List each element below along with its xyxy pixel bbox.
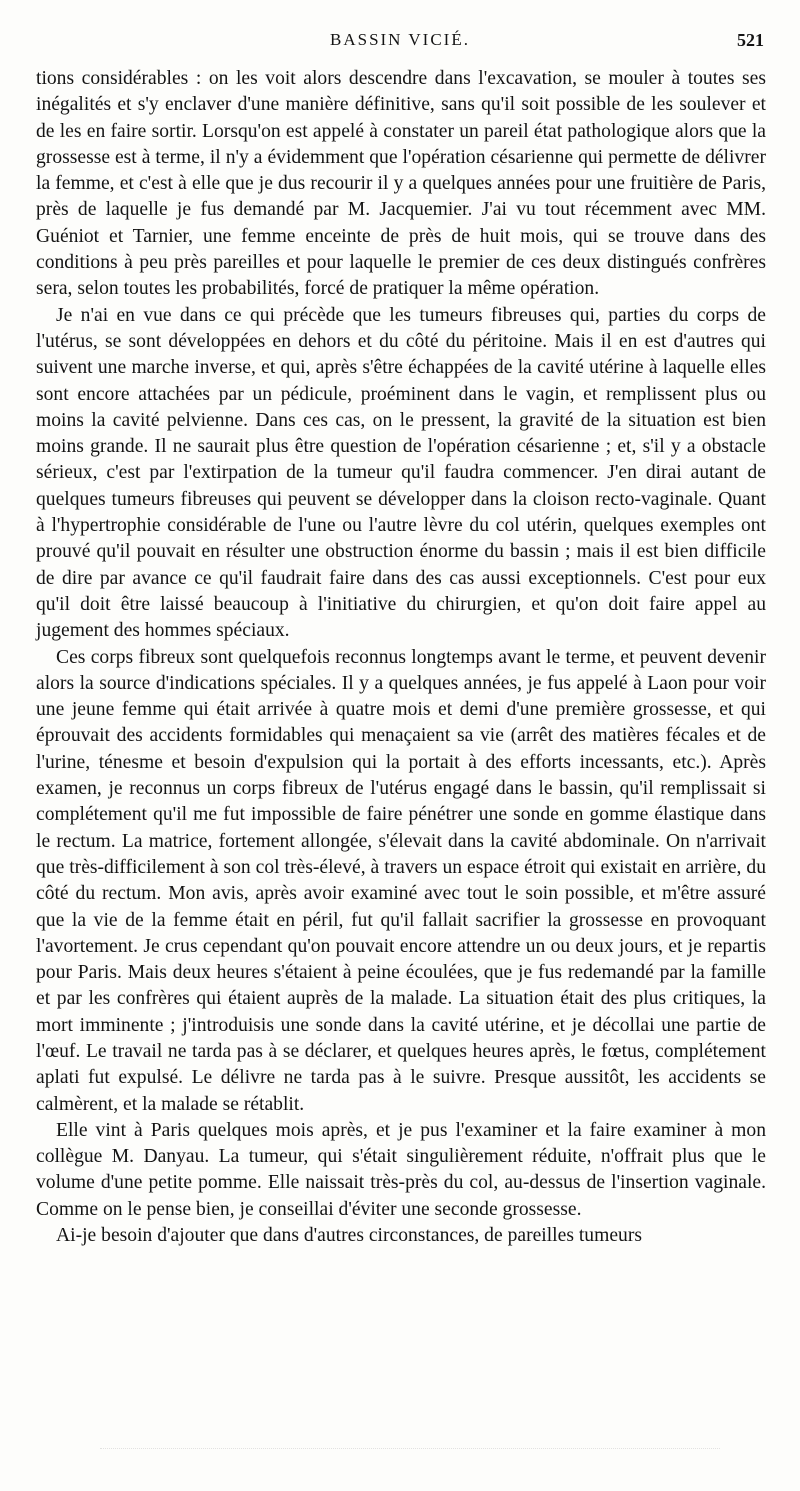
body-text [36, 66, 766, 1249]
page-bottom-specks [100, 1448, 720, 1453]
running-title: BASSIN VICIÉ. [330, 30, 470, 49]
running-head [36, 30, 764, 54]
paragraph-fibrous-tumors: Je n'ai en vue dans ce qui précède que les tumeurs fibreuses qui, parties du corps de l'utérus, se sont développées en dehors et du côté du péritoine. Mais il en est d'autres qui suivent une marche inverse, et qui, après s'être échappées de la cavité utérine à laquelle elles sont encore attachées par un pédicule, proéminent dans le vagin, et remplissent plus ou moins la cavité pelvienne. Dans ces cas, on le pressent, la gravité de la situation est bien moins grande. Il ne saurait plus être question de l'opération césarienne ; et, s'il y a obstacle sérieux, c'est par l'extirpation de la tumeur qu'il faudra commencer. J'en dirai autant de quelques tumeurs fibreuses qui peuvent se développer dans la cloison recto-vaginale. Quant à l'hypertrophie considérable de l'une ou l'autre lèvre du col utérin, quelques exemples ont prouvé qu'il pouvait en résulter une obstruction énorme du bassin ; mais il est bien difficile de dire par avance ce qu'il faudrait faire dans des cas aussi exceptionnels. C'est pour eux qu'il doit être laissé beaucoup à l'initiative du chirurgien, et qu'on doit faire appel au jugement des hommes spéciaux. [36, 304, 766, 642]
page-number: 521 [737, 30, 764, 50]
paragraph-follow-up: Elle vint à Paris quelques mois après, et je pus l'examiner et la faire examiner à mon collègue M. Danyau. La tumeur, qui s'était singulièrement réduite, n'offrait plus que le volume d'une petite pomme. Elle naissait très-près du col, au-dessus de l'insertion vaginale. Comme on le pense bien, je conseillai d'éviter une seconde grossesse. [36, 1119, 766, 1220]
paragraph-final: Ai-je besoin d'ajouter que dans d'autres circonstances, de pareilles tumeurs [56, 1225, 642, 1247]
paragraph-continuation: tions considérables : on les voit alors descendre dans l'excavation, se mouler à toutes ses inégalités et s'y enclaver d'une manière définitive, sans qu'il soit possible de les soulever et de les en faire sortir. Lorsqu'on est appelé à constater un pareil état pathologique alors que la grossesse est à terme, il n'y a évidemment que l'opération césarienne qui permette de délivrer la femme, et c'est à elle que je dus recourir il y a quelques années pour une fruitière de Paris, près de laquelle je fus demandé par M. Jacquemier. J'ai vu tout récemment avec MM. Guéniot et Tarnier, une femme enceinte de près de huit mois, qui se trouve dans des conditions à peu près pareilles et pour laquelle le premier de ces deux distingués confrères sera, selon toutes les probabilités, forcé de pratiquer la même opération. [36, 68, 766, 300]
paragraph-case-laon: Ces corps fibreux sont quelquefois reconnus longtemps avant le terme, et peuvent devenir alors la source d'indications spéciales. Il y a quelques années, je fus appelé à Laon pour voir une jeune femme qui était arrivée à quatre mois et demi d'une première grossesse, et qui éprouvait des accidents formidables qui menaçaient sa vie (arrêt des matières fécales et de l'urine, ténesme et besoin d'expulsion qui la portait à des efforts incessants, etc.). Après examen, je reconnus un corps fibreux de l'utérus engagé dans le bassin, qu'il remplissait si complétement qu'il me fut impossible de faire pénétrer une sonde en gomme élastique dans le rectum. La matrice, fortement allongée, s'élevait dans la cavité abdominale. On n'arrivait que très-difficilement à son col très-élevé, à travers un espace étroit qui existait en arrière, du côté du rectum. Mon avis, après avoir examiné avec tout le soin possible, et m'être assuré que la vie de la femme était en péril, fut qu'il fallait sacrifier la grossesse en provoquant l'avortement. Je crus cependant qu'on pouvait encore attendre un ou deux jours, et je repartis pour Paris. Mais deux heures s'étaient à peine écoulées, que je fus redemandé par la famille et par les confrères qui étaient auprès de la malade. La situation était des plus critiques, la mort imminente ; j'introduisis une sonde dans la cavité utérine, et je décollai une partie de l'œuf. Le travail ne tarda pas à se déclarer, et quelques heures après, le fœtus, complétement aplati fut expulsé. Le délivre ne tarda pas à le suivre. Presque aussitôt, les accidents se calmèrent, et la malade se rétablit. [36, 646, 766, 1115]
